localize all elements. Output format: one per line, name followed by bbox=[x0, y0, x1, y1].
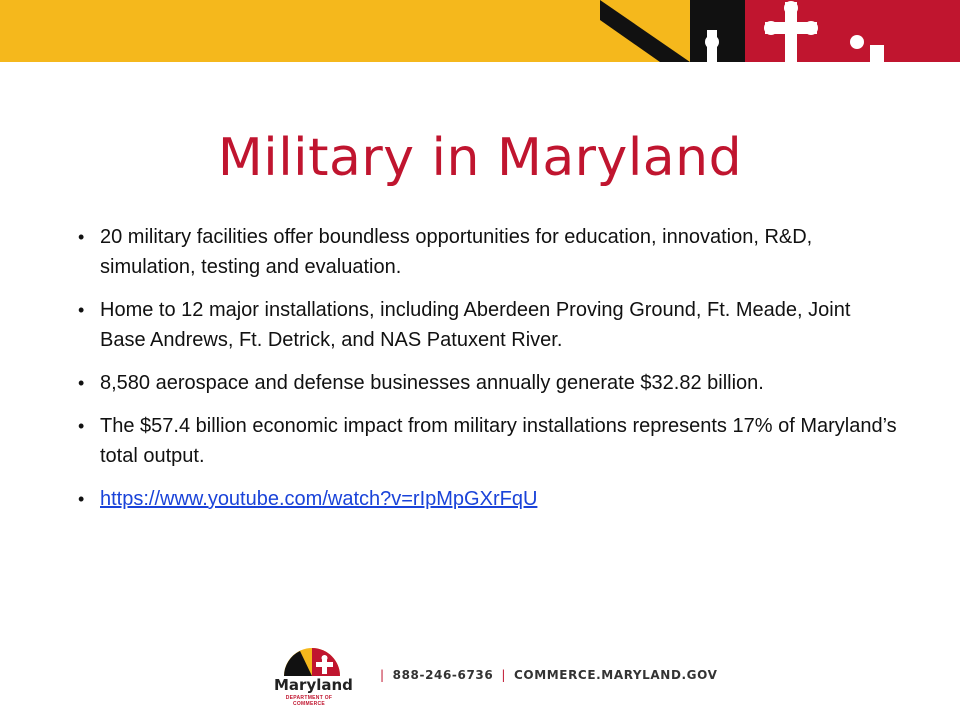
logo-subtitle: DEPARTMENT OF COMMERCE bbox=[285, 695, 333, 707]
bullet-dot-icon: • bbox=[78, 416, 85, 436]
separator: | bbox=[501, 668, 506, 682]
logo-wordmark: Maryland bbox=[274, 676, 353, 694]
bullet-text: 20 military facilities offer boundless opportunities for education, innovation, R&D, simulation, testing and evaluation. bbox=[100, 226, 813, 278]
maryland-flag-banner bbox=[0, 0, 960, 62]
bullet-dot-icon: • bbox=[78, 489, 85, 509]
website: COMMERCE.MARYLAND.GOV bbox=[513, 668, 718, 682]
youtube-link[interactable]: https://www.youtube.com/watch?v=rIpMpGXrFqU bbox=[100, 488, 538, 510]
bullet-item bbox=[78, 411, 898, 471]
slide-title: Military in Maryland bbox=[217, 128, 743, 188]
bullet-item bbox=[78, 222, 898, 282]
bullet-item bbox=[78, 295, 898, 355]
bullet-text: 8,580 aerospace and defense businesses annually generate $32.82 billion. bbox=[100, 372, 764, 394]
maryland-logo-icon bbox=[280, 636, 344, 678]
phone-number: 888-246-6736 bbox=[392, 668, 494, 682]
bullet-dot-icon: • bbox=[78, 373, 85, 393]
bullet-item bbox=[78, 368, 898, 398]
bullet-text: Home to 12 major installations, including Aberdeen Proving Ground, Ft. Meade, Joint Base Andrews, Ft. Detrick, and NAS Patuxent River. bbox=[100, 299, 851, 351]
footer bbox=[274, 636, 718, 710]
bullet-list bbox=[78, 222, 898, 527]
contact-line bbox=[372, 668, 718, 682]
bullet-item bbox=[78, 484, 898, 514]
separator: | bbox=[380, 668, 385, 682]
bullet-dot-icon: • bbox=[78, 300, 85, 320]
bullet-dot-icon: • bbox=[78, 227, 85, 247]
bullet-text: The $57.4 billion economic impact from military installations represents 17% of Maryland’s total output. bbox=[100, 415, 897, 467]
